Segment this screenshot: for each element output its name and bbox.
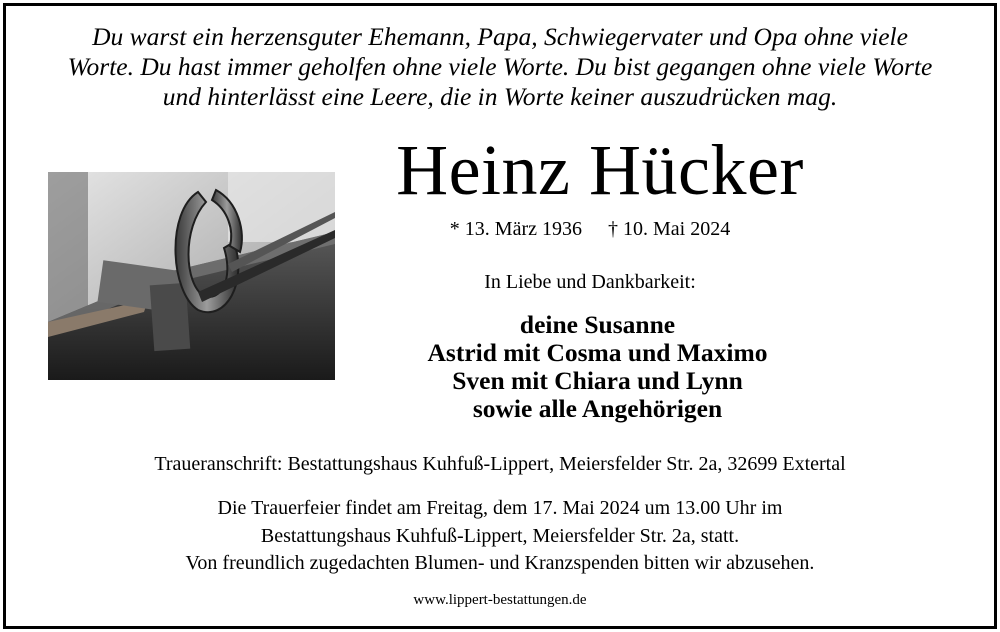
mourning-address: Traueranschrift: Bestattungshaus Kuhfuß-Lippert, Meiersfelder Str. 2a, 32699 Extertal: [154, 453, 846, 475]
family-member: sowie alle Angehörigen: [472, 394, 723, 423]
poem-text: [0, 22, 1000, 112]
thanks-line: In Liebe und Dankbarkeit:: [484, 271, 696, 293]
poem-line: Du warst ein herzensguter Ehemann, Papa, Schwiegervater und Opa ohne viele: [92, 22, 908, 51]
website-link[interactable]: www.lippert-bestattungen.de: [413, 592, 587, 608]
service-line: Bestattungshaus Kuhfuß-Lippert, Meiersfelder Str. 2a, statt.: [260, 524, 740, 547]
life-dates: [340, 216, 840, 242]
family-member: deine Susanne: [519, 310, 676, 339]
photo-illustration: [48, 172, 335, 380]
poem-line: und hinterlässt eine Leere, die in Worte keiner auszudrücken mag.: [162, 82, 838, 111]
service-info: [0, 495, 1000, 578]
family-list: [340, 311, 855, 423]
poem-line: Worte. Du hast immer geholfen ohne viele Worte. Du bist gegangen ohne viele Worte: [67, 52, 933, 81]
service-line: Die Trauerfeier findet am Freitag, dem 17. Mai 2024 um 13.00 Uhr im: [217, 497, 783, 519]
deceased-name: Heinz Hücker: [396, 130, 804, 210]
horseshoe-photo: [48, 172, 335, 380]
birth-date: * 13. März 1936: [449, 218, 582, 240]
family-member: Astrid mit Cosma und Maximo: [427, 338, 768, 367]
family-member: Sven mit Chiara und Lynn: [452, 366, 743, 395]
death-date: † 10. Mai 2024: [607, 218, 731, 240]
service-line: Von freundlich zugedachten Blumen- und Kranzspenden bitten wir abzusehen.: [185, 552, 815, 574]
